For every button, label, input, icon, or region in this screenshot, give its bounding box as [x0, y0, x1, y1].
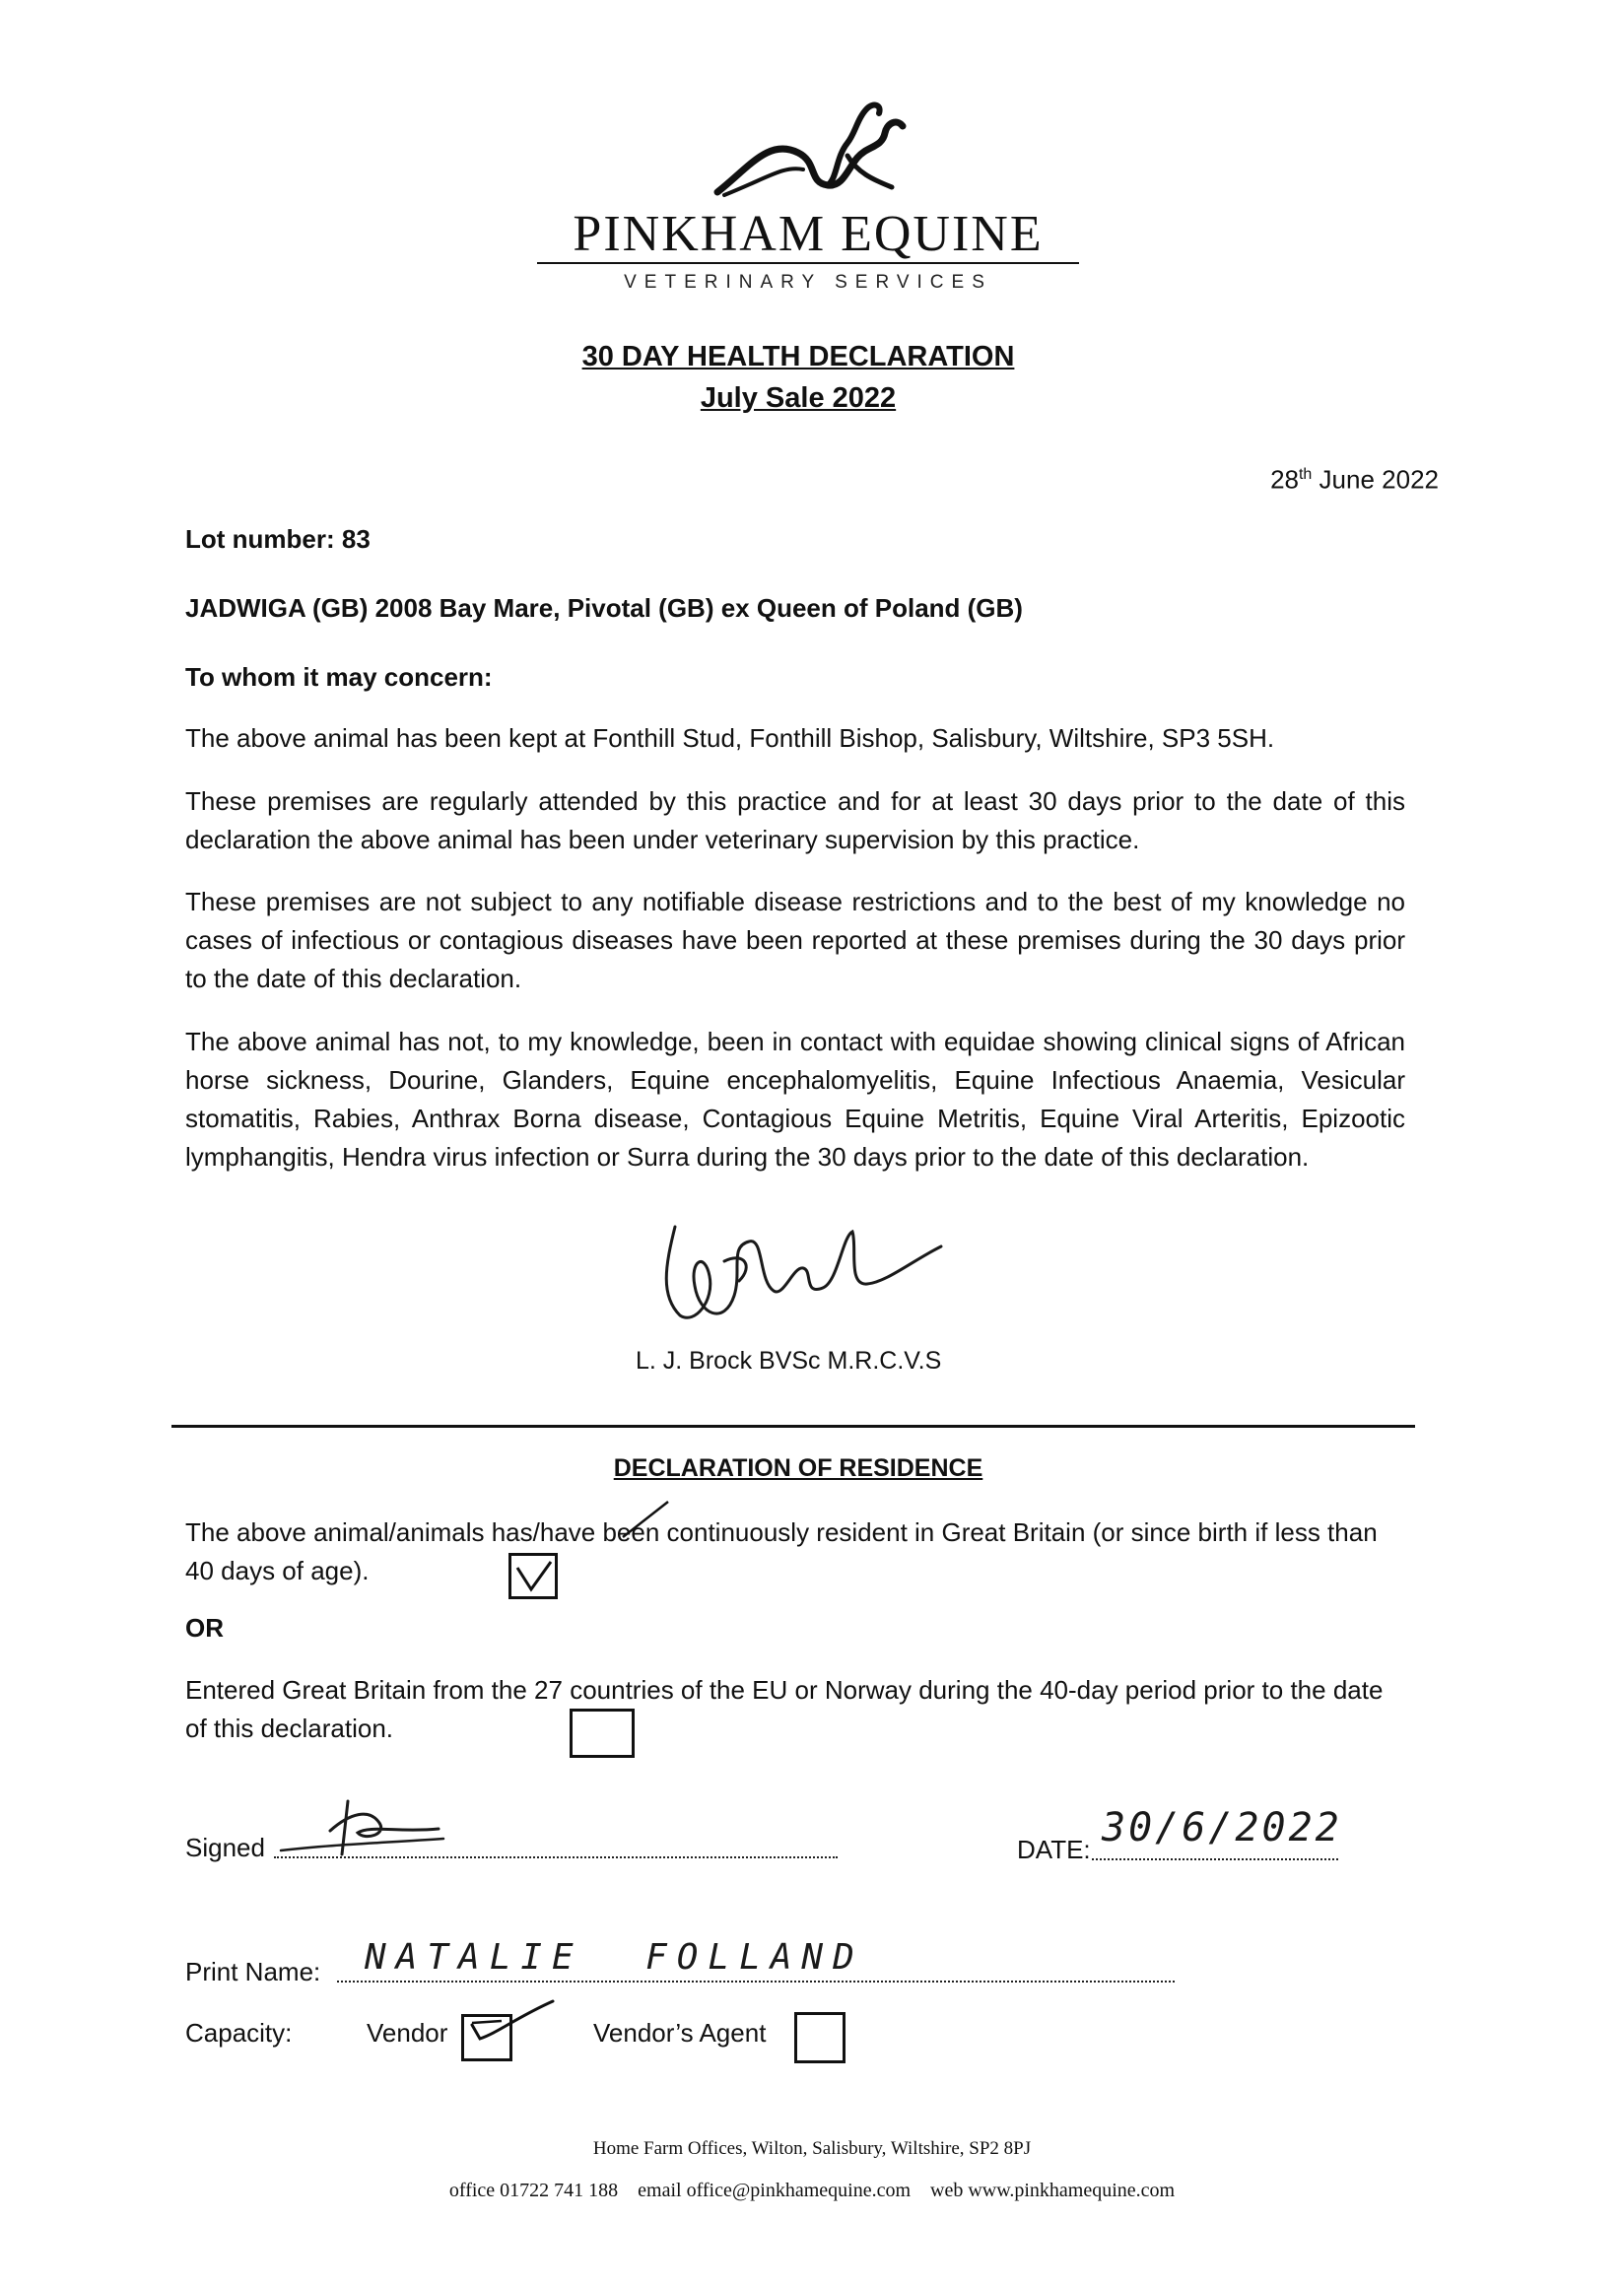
residence-option-1: The above animal/animals has/have been continuously resident in Great Britain (or since birth if less than 40 days of age). [185, 1517, 1378, 1585]
section-divider [171, 1425, 1415, 1428]
print-name-value[interactable]: NATALIE FOLLAND [365, 1937, 864, 1978]
vet-signature-scribble [655, 1207, 951, 1335]
entered-gb-checkbox[interactable] [570, 1709, 635, 1758]
declaration-title: 30 DAY HEALTH DECLARATION [581, 341, 1015, 372]
company-subtitle: VETERINARY SERVICES [624, 272, 992, 293]
vendors-agent-label: Vendor’s Agent [593, 2018, 767, 2048]
paragraph-contact: The above animal has not, to my knowledge, been in contact with equidae showing clinical signs of African horse sickness, Dourine, Glanders, Equine encephalomyelitis, Equine Infectious Anaemia, Vesicular stomatitis, Rabies, Anthrax Borna disease, Contagious Equine Metritis, Equine Viral Arteritis, Epizootic lymphangitis, Hendra virus infection or Surra during the 30 days prior to the date of this declaration. [185, 1027, 1405, 1172]
vendor-signature-scribble [271, 1793, 448, 1867]
lot-number: Lot number: 83 [185, 524, 371, 554]
paragraph-supervision: These premises are regularly attended by this practice and for at least 30 days prior to the date of this declaration the above animal has been under veterinary supervision by this practice. [185, 786, 1405, 854]
has-have-strike [621, 1500, 670, 1539]
date-value[interactable]: 30/6/2022 [1102, 1805, 1342, 1850]
company-name: PINKHAM EQUINE [573, 206, 1044, 262]
vendor-check-mark-icon [458, 1995, 557, 2054]
vendor-checkbox[interactable] [461, 2014, 512, 2061]
footer-contact: office 01722 741 188 email office@pinkhamequine.com web www.pinkhamequine.com [448, 2180, 1176, 2201]
capacity-label: Capacity: [185, 2018, 293, 2048]
horse-details: JADWIGA (GB) 2008 Bay Mare, Pivotal (GB) ex Queen of Poland (GB) [185, 593, 1023, 623]
date-suffix: th [1298, 466, 1313, 483]
print-name-line [337, 1981, 1175, 1983]
date-rest: June 2022 [1312, 464, 1439, 495]
print-name-label: Print Name: [185, 1957, 321, 1986]
vendor-label: Vendor [367, 2018, 448, 2048]
date-label: DATE: [1017, 1835, 1091, 1864]
paragraph-premises: The above animal has been kept at Fonthill Stud, Fonthill Bishop, Salisbury, Wiltshire, SP3 5SH. [185, 723, 1275, 753]
signed-label: Signed [185, 1833, 265, 1862]
paragraph-restrictions: These premises are not subject to any notifiable disease restrictions and to the best of my knowledge no cases of infectious or contagious diseases have been reported at these premises during the 30 days prior to the date of this declaration. [185, 887, 1405, 993]
date-line [1092, 1858, 1338, 1860]
vendors-agent-checkbox[interactable] [794, 2012, 846, 2063]
date-day: 28 [1270, 464, 1299, 495]
or-label: OR [185, 1613, 224, 1643]
declaration-subtitle: July Sale 2022 [700, 382, 897, 414]
footer-address: Home Farm Offices, Wilton, Salisbury, Wiltshire, SP2 8PJ [592, 2138, 1032, 2159]
horse-logo-icon [710, 99, 907, 207]
vet-signatory-name: L. J. Brock BVSc M.R.C.V.S [636, 1347, 942, 1375]
residence-heading: DECLARATION OF RESIDENCE [613, 1454, 983, 1482]
salutation: To whom it may concern: [185, 662, 493, 692]
resident-check-mark-icon [513, 1560, 555, 1595]
company-name-underline [537, 262, 1079, 264]
residence-option-2: Entered Great Britain from the 27 countries of the EU or Norway during the 40-day period prior to the date of this declaration. [185, 1675, 1384, 1743]
document-date [1163, 455, 1439, 500]
resident-checkbox[interactable] [508, 1553, 558, 1599]
